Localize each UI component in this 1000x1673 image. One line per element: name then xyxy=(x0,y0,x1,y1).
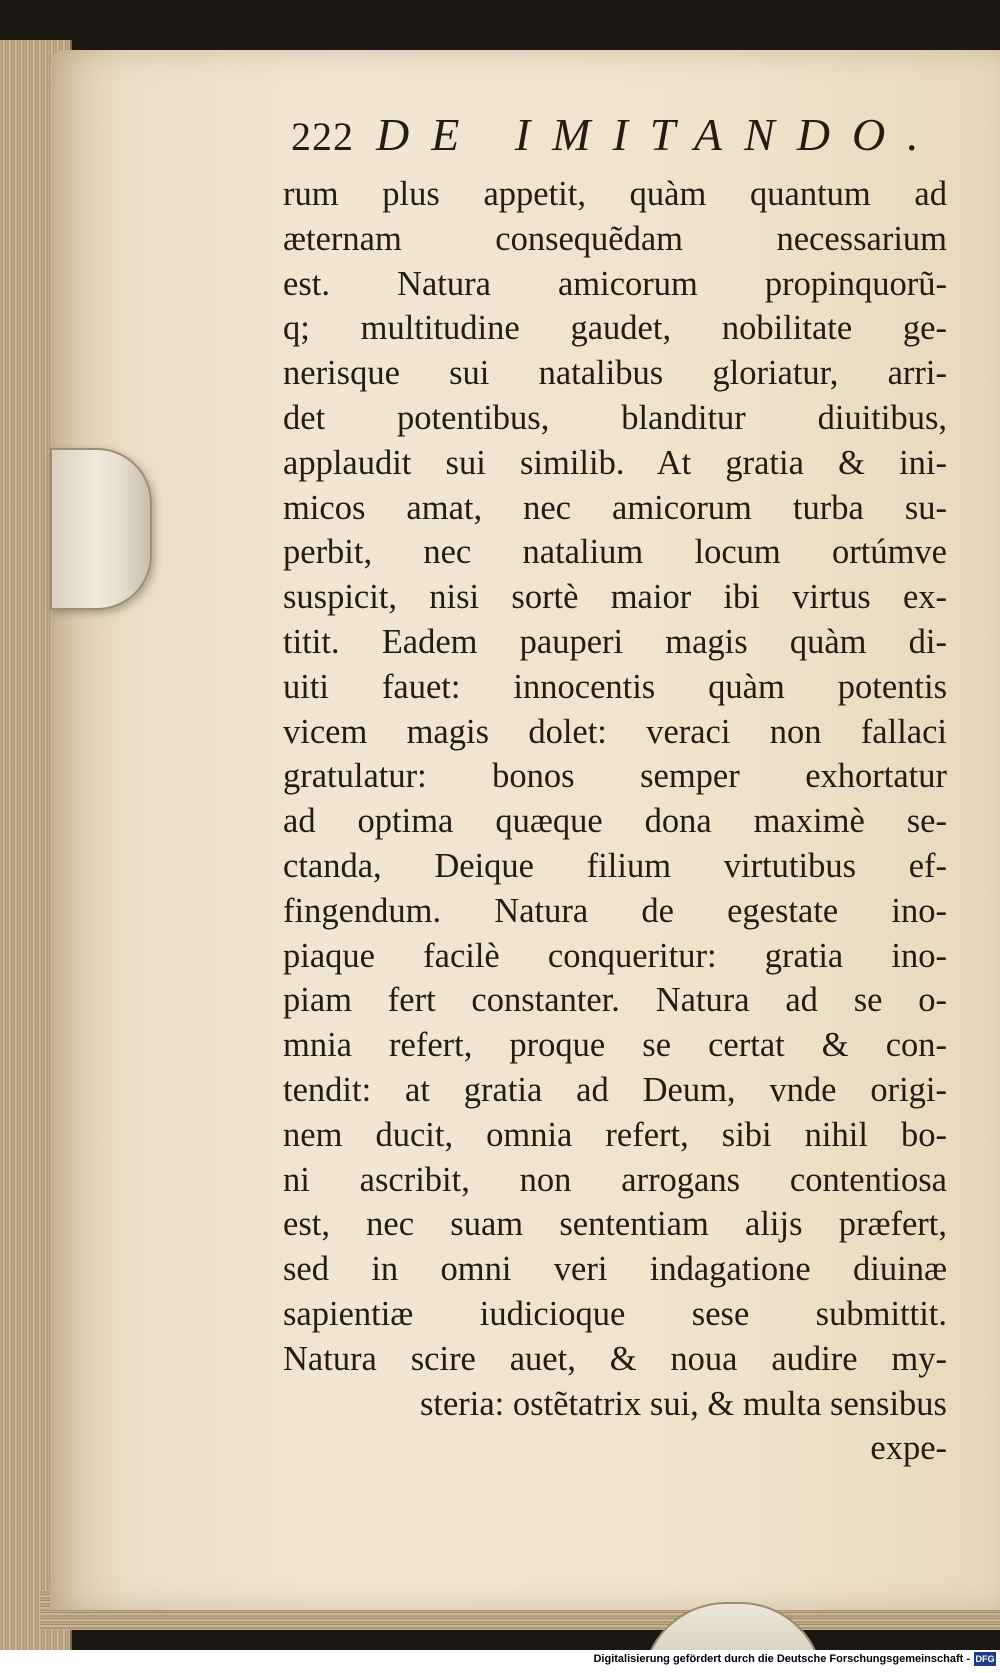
text-line: est, nec suam sententiam alijs præfert, xyxy=(283,1205,947,1244)
text-line: uiti fauet: innocentis quàm potentis xyxy=(283,667,947,706)
text-line: sapientiæ iudicioque sese submittit. xyxy=(283,1294,947,1333)
text-line: Natura scire auet, & noua audire my- xyxy=(283,1339,947,1378)
text-line: sed in omni veri indagatione diuinæ xyxy=(283,1250,947,1289)
catchword: expe- xyxy=(870,1429,947,1468)
text-line: micos amat, nec amicorum turba su- xyxy=(283,488,947,527)
text-line: fingendum. Natura de egestate ino- xyxy=(283,891,947,930)
page-number: 222 xyxy=(291,114,354,159)
text-line: piaque facilè conqueritur: gratia ino- xyxy=(283,936,947,975)
running-title: DE IMITANDO. xyxy=(376,109,941,160)
text-line: vicem magis dolet: veraci non fallaci xyxy=(283,712,947,751)
text-block xyxy=(283,108,973,1470)
body-text xyxy=(283,172,973,1426)
text-line: q; multitudine gaudet, nobilitate ge- xyxy=(283,309,947,348)
text-line: suspicit, nisi sortè maior ibi virtus ex- xyxy=(283,578,947,617)
text-line: det potentibus, blanditur diuitibus, xyxy=(283,398,947,437)
text-line: perbit, nec natalium locum ortúmve xyxy=(283,533,947,572)
text-line: ctanda, Deique filium virtutibus ef- xyxy=(283,846,947,885)
text-line: piam fert constanter. Natura ad se o- xyxy=(283,981,947,1020)
text-line: nem ducit, omnia refert, sibi nihil bo- xyxy=(283,1115,947,1154)
text-line: steria: ostẽtatrix sui, & multa sensibus xyxy=(419,1384,947,1423)
footer-bar xyxy=(0,1650,1000,1673)
text-line: æternam consequẽdam necessarium xyxy=(283,219,947,258)
text-line: gratulatur: bonos semper exhortatur xyxy=(283,757,947,796)
text-line: rum plus appetit, quàm quantum ad xyxy=(283,175,947,213)
text-line: titit. Eadem pauperi magis quàm di- xyxy=(283,622,947,661)
dfg-logo: DFG xyxy=(975,1654,995,1664)
running-head xyxy=(291,108,973,170)
text-line: applaudit sui similib. At gratia & ini- xyxy=(283,443,947,482)
text-line: ad optima quæque dona maximè se- xyxy=(283,802,947,841)
text-line: ni ascribit, non arrogans contentiosa xyxy=(283,1160,947,1199)
footer-credit: Digitalisierung gefördert durch die Deutsche Forschungsgemeinschaft - xyxy=(593,1653,970,1665)
text-line: nerisque sui natalibus gloriatur, arri- xyxy=(283,354,947,393)
text-line: tendit: at gratia ad Deum, vnde origi- xyxy=(283,1070,947,1109)
text-line: mnia refert, proque se certat & con- xyxy=(283,1026,947,1065)
clasp-left xyxy=(50,448,152,610)
text-line: est. Natura amicorum propinquorũ- xyxy=(283,264,947,303)
